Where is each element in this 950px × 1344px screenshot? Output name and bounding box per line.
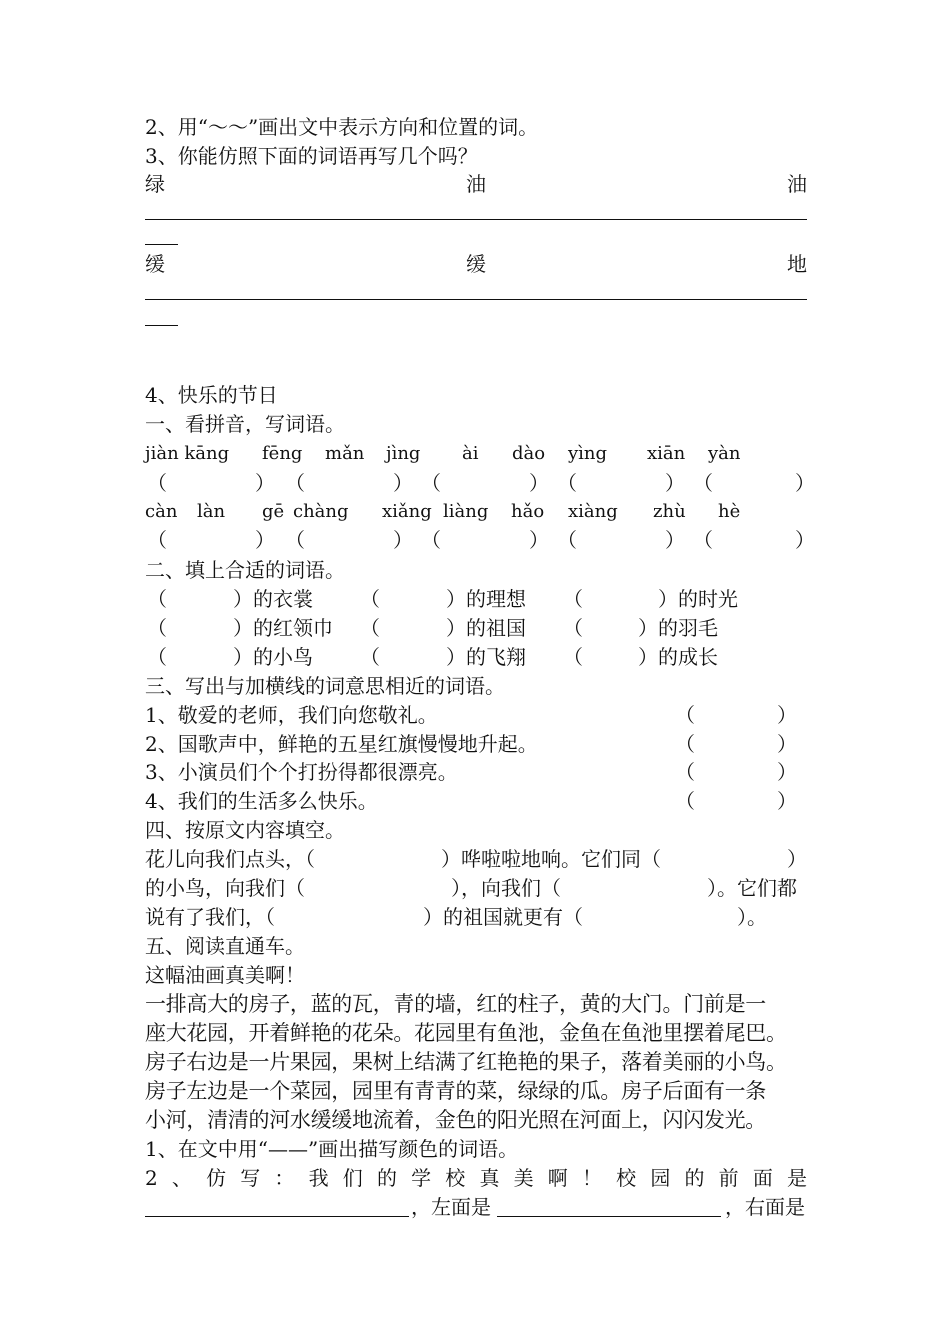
paren-open: （ [360,616,380,640]
fill-phrase: ）的小鸟 [233,645,313,669]
paren-open: （ [675,789,695,813]
passage-title: 这幅油画真美啊！ [145,963,305,987]
part2-title: 二、填上合适的词语。 [145,558,345,582]
recall-text: ）哗啦啦地响。它们同（ [441,847,661,871]
q2-char: 园 [650,1166,671,1190]
answer-line [497,1216,721,1217]
q2-char: 仿 [206,1166,227,1190]
paren-open: （ [360,587,380,611]
part5-title: 五、阅读直通车。 [145,934,305,958]
paren-close: ） [529,528,549,552]
pattern-word-1 [145,170,807,198]
pinyin: zhù [653,501,686,522]
paren-open: （ [147,471,167,495]
paren-open: （ [693,528,713,552]
reading-question-1: 1、在文中用“——”画出描写颜色的词语。 [145,1137,519,1161]
q2-char: 校 [616,1166,637,1190]
paren-close: ） [795,528,815,552]
q2-char: 的 [684,1166,705,1190]
answer-line [145,299,807,300]
pinyin: hǎo [511,501,545,522]
q2-char: 校 [445,1166,466,1190]
answer-line-tail [145,325,178,326]
answer-line-tail [145,244,178,245]
recall-text: ）。 [737,905,767,929]
passage-line: 房子左边是一个菜园，园里有青青的菜，绿绿的瓜。房子后面有一条 [145,1079,766,1103]
recall-text: ）的祖国就更有（ [423,905,583,929]
fill-phrase: ）的羽毛 [638,616,718,640]
paren-close: ） [393,528,413,552]
pinyin: jiàn kāng [145,443,230,464]
pinyin: fēng [262,443,303,464]
pinyin-row-1 [145,440,807,468]
recall-text: 花儿向我们点头，（ [145,847,315,871]
paren-close: ） [393,471,413,495]
paren-close: ） [777,760,797,784]
synonym-item [145,701,807,729]
pattern-char: 地 [787,252,807,276]
paren-close: ） [665,528,685,552]
q2-char: 美 [513,1166,534,1190]
question-2: 2、用“～～”画出文中表示方向和位置的词。 [145,115,539,139]
pinyin: chàng [293,501,349,522]
pinyin: làn [197,501,226,522]
paren-open: （ [675,760,695,784]
fill-phrase: ）的时光 [658,587,738,611]
fill-phrase: ）的衣裳 [233,587,313,611]
pinyin: yàn [708,443,741,464]
paren-close: ） [777,703,797,727]
pinyin: xiān [647,443,686,464]
pinyin: jìng [386,443,421,464]
paren-open: （ [285,471,305,495]
q2-char: 的 [376,1166,397,1190]
fill-phrase: ）的飞翔 [446,645,526,669]
paren-open: （ [147,528,167,552]
synonym-sentence: 2、国歌声中，鲜艳的五星红旗慢慢地升起。 [145,732,538,756]
synonym-item [145,730,807,758]
q2-char: ： [274,1166,295,1190]
answer-line [145,219,807,220]
part3-title: 三、写出与加横线的词意思相近的词语。 [145,674,505,698]
pinyin: liàng [443,501,489,522]
paren-open: （ [563,645,583,669]
pattern-word-2 [145,250,807,278]
paren-close: ） [255,471,275,495]
q2-char: 写 [240,1166,261,1190]
paren-open: （ [421,528,441,552]
part1-title: 一、看拼音，写词语。 [145,412,345,436]
paren-close: ） [777,789,797,813]
passage-line: 房子右边是一片果园，果树上结满了红艳艳的果子，落着美丽的小鸟。 [145,1050,787,1074]
fill-row-3 [145,643,807,671]
q2-char: 真 [479,1166,500,1190]
paren-close: ） [255,528,275,552]
pinyin: mǎn [325,443,365,464]
recall-line-2 [145,874,807,902]
paren-open: （ [285,528,305,552]
passage-line: 座大花园，开着鲜艳的花朵。花园里有鱼池，金鱼在鱼池里摆着尾巴。 [145,1021,787,1045]
synonym-sentence: 4、我们的生活多么快乐。 [145,789,378,813]
passage-line: 一排高大的房子，蓝的瓦，青的墙，红的柱子，黄的大门。门前是一 [145,992,766,1016]
paren-open: （ [557,471,577,495]
q2-char: 2 [145,1166,158,1190]
paren-close: ） [777,732,797,756]
answer-parens-row-2 [145,526,815,554]
pattern-char: 油 [787,172,807,196]
paren-open: （ [675,732,695,756]
q2-char: 、 [171,1166,192,1190]
paren-open: （ [563,587,583,611]
paren-close: ） [795,471,815,495]
recall-text: ），向我们（ [451,876,561,900]
synonym-item [145,787,807,815]
fill-row-2 [145,614,807,642]
pattern-char: 缓 [145,252,165,276]
pinyin: dào [512,443,546,464]
fill-phrase: ）的红领巾 [233,616,333,640]
q2-text: ，右面是 [725,1195,805,1219]
fill-phrase: ）的祖国 [446,616,526,640]
fill-phrase: ）的成长 [638,645,718,669]
recall-line-3 [145,903,807,931]
answer-parens-row-1 [145,469,815,497]
recall-text: 说有了我们，（ [145,905,275,929]
q2-char: 们 [342,1166,363,1190]
paren-open: （ [147,645,167,669]
paren-open: （ [693,471,713,495]
recall-text: ） [787,847,807,871]
pattern-char: 缓 [466,252,486,276]
recall-text: 的小鸟，向我们（ [145,876,305,900]
pinyin-row-2 [145,498,807,526]
passage-line: 小河，清清的河水缓缓地流着，金色的阳光照在河面上，闪闪发光。 [145,1108,766,1132]
synonym-sentence: 3、小演员们个个打扮得都很漂亮。 [145,760,458,784]
pinyin: gē [262,501,285,522]
pattern-char: 油 [466,172,486,196]
paren-open: （ [147,587,167,611]
q2-char: 前 [718,1166,739,1190]
paren-open: （ [147,616,167,640]
pinyin: xiǎng [382,501,432,522]
fill-row-1 [145,585,807,613]
paren-close: ） [665,471,685,495]
recall-text: ）。它们都 [707,876,797,900]
paren-open: （ [675,703,695,727]
section-title: 4、快乐的节日 [145,383,278,407]
synonym-sentence: 1、敬爱的老师，我们向您敬礼。 [145,703,438,727]
pinyin: hè [718,501,741,522]
pattern-char: 绿 [145,172,165,196]
pinyin: ài [462,443,479,464]
q2-char: 啊 [547,1166,568,1190]
synonym-item [145,758,807,786]
q2-char: 学 [411,1166,432,1190]
fill-phrase: ）的理想 [446,587,526,611]
q2-char: ！ [581,1166,602,1190]
q2-text: ，左面是 [411,1195,491,1219]
q2-char: 是 [787,1166,807,1190]
recall-line-1 [145,845,807,873]
part4-title: 四、按原文内容填空。 [145,818,345,842]
reading-question-2 [145,1164,807,1192]
pinyin: yìng [568,443,608,464]
paren-open: （ [557,528,577,552]
pinyin: càn [145,501,178,522]
paren-open: （ [360,645,380,669]
pinyin: xiàng [568,501,618,522]
paren-close: ） [529,471,549,495]
paren-open: （ [421,471,441,495]
q2-char: 面 [752,1166,773,1190]
q2-char: 我 [308,1166,329,1190]
paren-open: （ [563,616,583,640]
question-3: 3、你能仿照下面的词语再写几个吗？ [145,144,478,168]
